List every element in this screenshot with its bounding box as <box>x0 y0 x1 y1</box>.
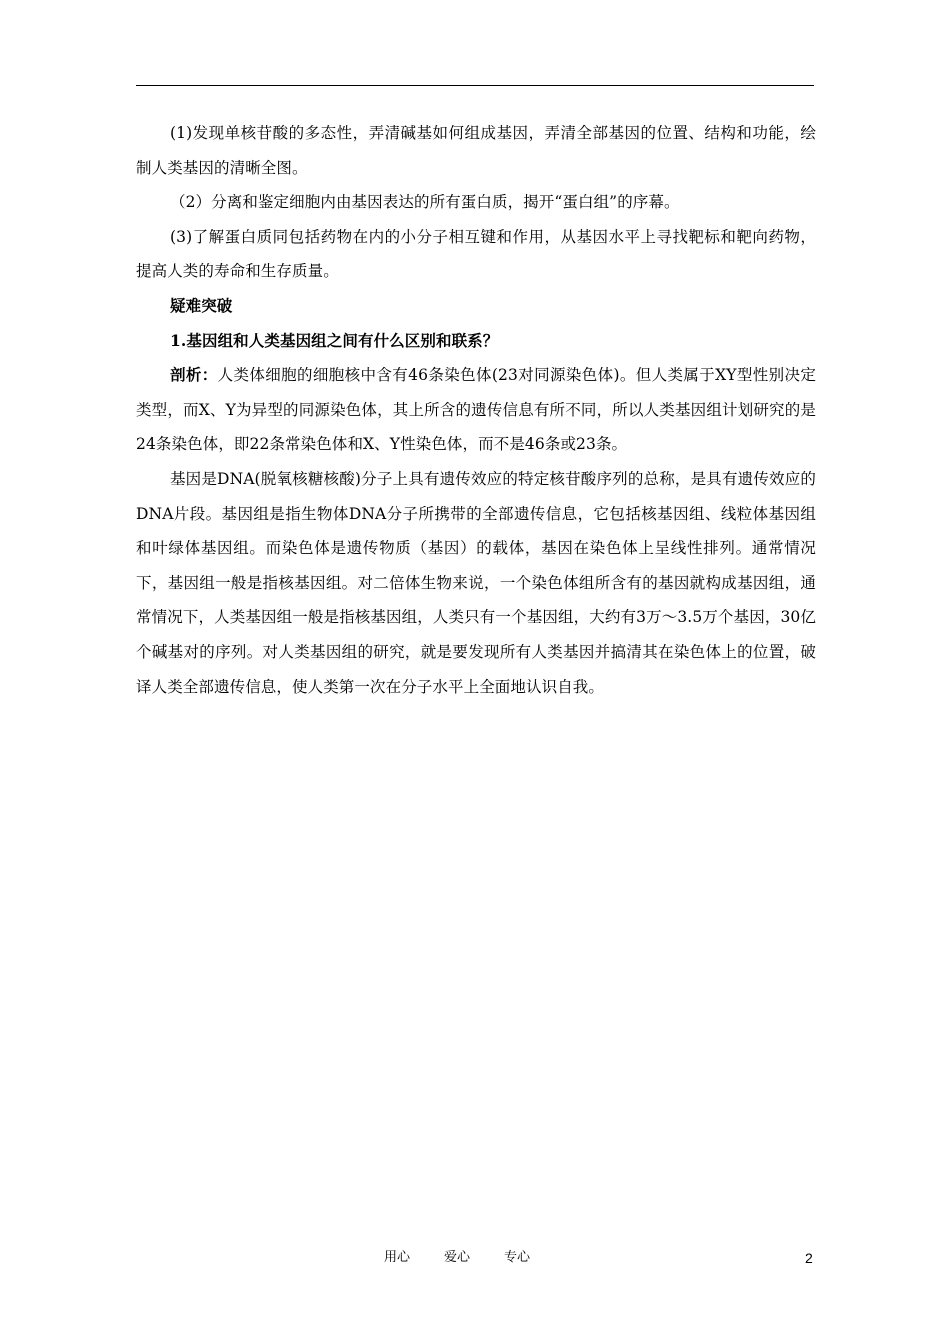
paragraph-goal-2: （2）分离和鉴定细胞内由基因表达的所有蛋白质，揭开“蛋白组”的序幕。 <box>170 193 680 212</box>
paragraph-goal-1: (1)发现单核苷酸的多态性，弄清碱基如何组成基因，弄清全部基因的位置、结构和功能，绘制人类基因的清晰全图。 <box>136 124 816 177</box>
section-heading: 疑难突破 <box>170 295 233 315</box>
analysis-paragraph <box>136 358 816 462</box>
question-heading: 1.基因组和人类基因组之间有什么区别和联系？ <box>170 330 499 350</box>
analysis-text: 人类体细胞的细胞核中含有46条染色体(23对同源染色体)。但人类属于XY型性别决定类型，而X、Y为异型的同源染色体，其上所含的遗传信息有所不同，所以人类基因组计划研究的是24条染色体，即22条常染色体和X、Y性染色体，而不是46条或23条。 <box>136 366 816 454</box>
header-rule <box>136 85 814 86</box>
footer-motto <box>384 1248 564 1268</box>
analysis-label: 剖析： <box>170 365 218 385</box>
document-body <box>136 116 816 704</box>
footer-motto-2: 爱心 <box>444 1250 471 1265</box>
page-number: 2 <box>805 1250 813 1266</box>
paragraph-gene-definition: 基因是DNA(脱氧核糖核酸)分子上具有遗传效应的特定核苷酸序列的总称，是具有遗传效应的DNA片段。基因组是指生物体DNA分子所携带的全部遗传信息，它包括核基因组、线粒体基因组和叶绿体基因组。而染色体是遗传物质（基因）的载体，基因在染色体上呈线性排列。通常情况下，基因组一般是指核基因组。对二倍体生物来说，一个染色体组所含有的基因就构成基因组，通常情况下，人类基因组一般是指核基因组，人类只有一个基因组，大约有3万～3.5万个基因，30亿个碱基对的序列。对人类基因组的研究，就是要发现所有人类基因并搞清其在染色体上的位置，破译人类全部遗传信息，使人类第一次在分子水平上全面地认识自我。 <box>136 469 816 696</box>
paragraph-goal-3: (3)了解蛋白质同包括药物在内的小分子相互键和作用，从基因水平上寻找靶标和靶向药物，提高人类的寿命和生存质量。 <box>136 227 816 281</box>
footer-motto-1: 用心 <box>384 1250 411 1265</box>
footer-motto-3: 专心 <box>504 1250 531 1265</box>
